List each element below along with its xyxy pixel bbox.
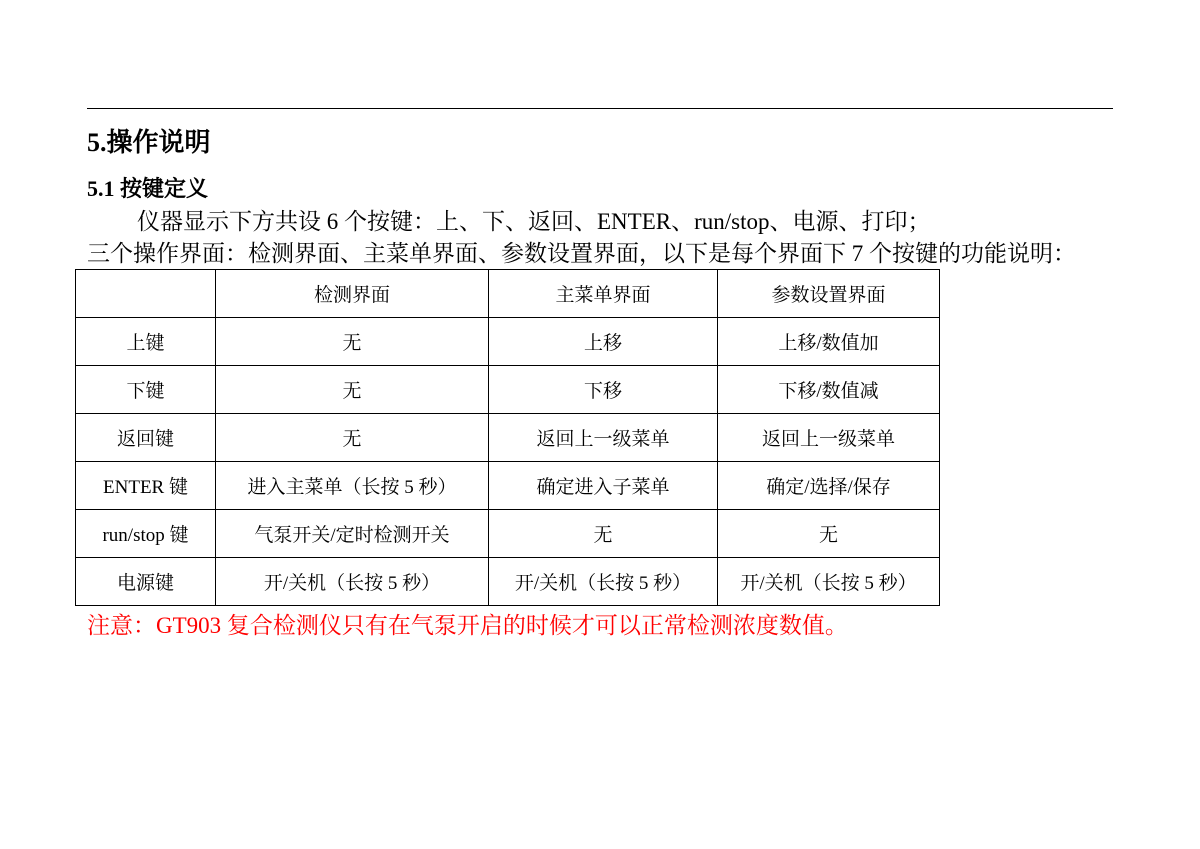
table-cell: 确定/选择/保存 xyxy=(718,462,940,510)
table-cell: 开/关机（长按 5 秒） xyxy=(718,558,940,606)
header-rule xyxy=(87,108,1113,109)
table-cell: 下移 xyxy=(489,366,718,414)
table-header-cell: 主菜单界面 xyxy=(489,270,718,318)
key-name-cell: 电源键 xyxy=(76,558,216,606)
table-cell: 确定进入子菜单 xyxy=(489,462,718,510)
table-cell: 开/关机（长按 5 秒） xyxy=(216,558,489,606)
table-cell: 无 xyxy=(216,366,489,414)
section-title: 5.操作说明 xyxy=(87,128,211,157)
interfaces-paragraph: 三个操作界面：检测界面、主菜单界面、参数设置界面，以下是每个界面下 7 个按键的功能说明： xyxy=(87,241,1076,266)
table-cell: 开/关机（长按 5 秒） xyxy=(489,558,718,606)
table-cell: 无 xyxy=(216,318,489,366)
key-name-cell: run/stop 键 xyxy=(76,510,216,558)
table-cell: 上移/数值加 xyxy=(718,318,940,366)
table-cell: 上移 xyxy=(489,318,718,366)
table-cell: 无 xyxy=(216,414,489,462)
key-name-cell: 返回键 xyxy=(76,414,216,462)
table-header-row xyxy=(76,270,940,318)
table-header-cell: 参数设置界面 xyxy=(718,270,940,318)
intro-paragraph: 仪器显示下方共设 6 个按键：上、下、返回、ENTER、run/stop、电源、打印； xyxy=(137,209,931,234)
key-name-cell: 下键 xyxy=(76,366,216,414)
table-row xyxy=(76,318,940,366)
table-corner-cell xyxy=(76,270,216,318)
table-cell: 气泵开关/定时检测开关 xyxy=(216,510,489,558)
table-cell: 返回上一级菜单 xyxy=(718,414,940,462)
table-row xyxy=(76,558,940,606)
table-cell: 下移/数值减 xyxy=(718,366,940,414)
table-cell: 进入主菜单（长按 5 秒） xyxy=(216,462,489,510)
table-cell: 无 xyxy=(718,510,940,558)
table-row xyxy=(76,414,940,462)
key-name-cell: 上键 xyxy=(76,318,216,366)
table-row xyxy=(76,462,940,510)
table-row xyxy=(76,366,940,414)
table-cell: 无 xyxy=(489,510,718,558)
subsection-title: 5.1 按键定义 xyxy=(87,176,209,201)
key-name-cell: ENTER 键 xyxy=(76,462,216,510)
warning-note: 注意：GT903 复合检测仪只有在气泵开启的时候才可以正常检测浓度数值。 xyxy=(87,613,848,638)
table-header-cell: 检测界面 xyxy=(216,270,489,318)
table-row xyxy=(76,510,940,558)
table-cell: 返回上一级菜单 xyxy=(489,414,718,462)
key-function-table xyxy=(75,269,940,606)
